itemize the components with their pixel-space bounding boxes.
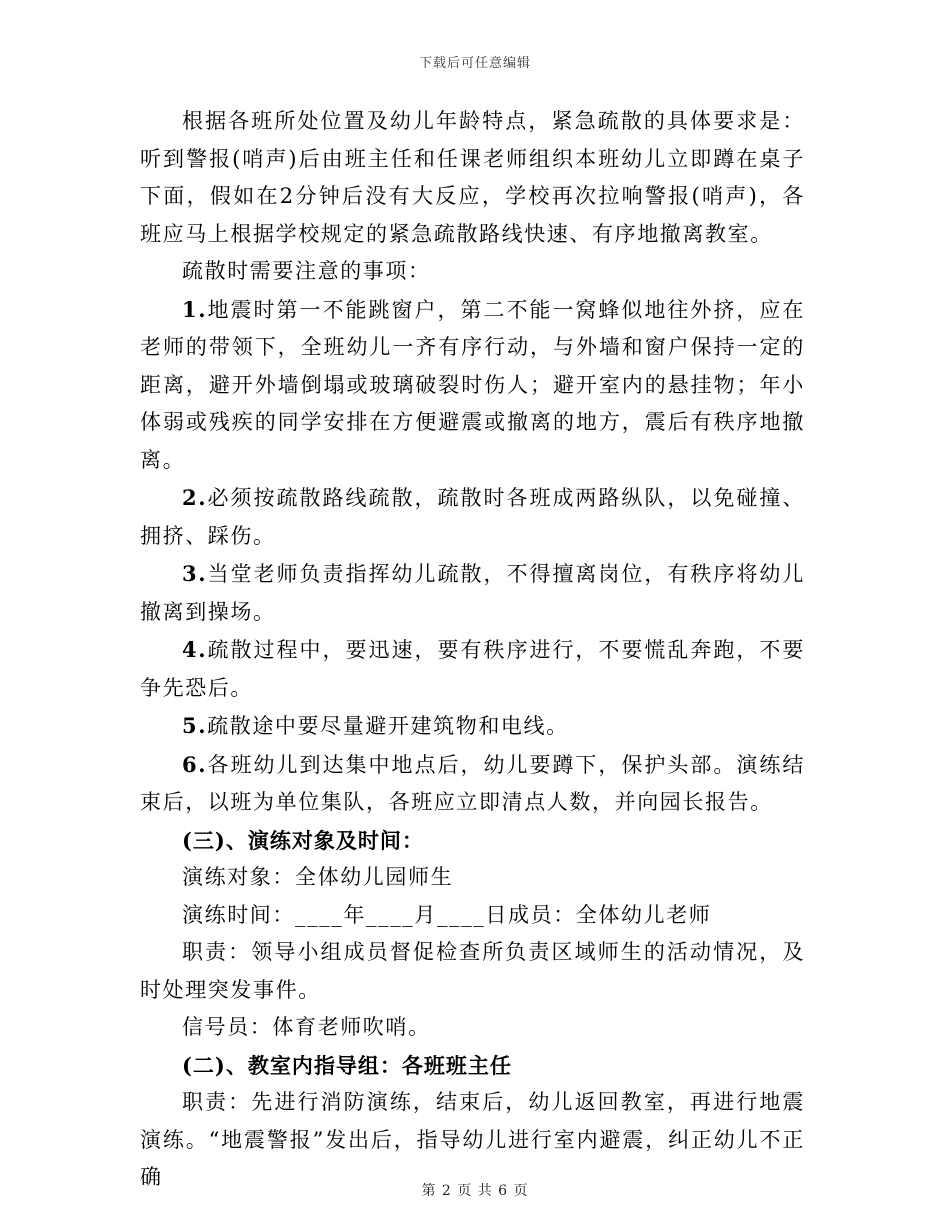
list-text: 各班幼儿到达集中地点后，幼儿要蹲下，保护头部。演练结束后，以班为单位集队，各班应立即清点人数，并向园长报告。 — [140, 752, 805, 814]
list-number: 6. — [182, 751, 208, 777]
list-text: 疏散过程中，要迅速，要有秩序进行，不要慌乱奔跑，不要争先恐后。 — [140, 638, 805, 700]
paragraph-signal-officer: 信号员：体育老师吹哨。 — [182, 1015, 431, 1039]
paragraph-notes-intro: 疏散时需要注意的事项： — [182, 259, 431, 283]
list-text: 必须按疏散路线疏散，疏散时各班成两路纵队，以免碰撞、拥挤、踩伤。 — [140, 486, 805, 548]
section-heading-classroom-guide: (二)、教室内指导组：各班班主任 — [182, 1052, 512, 1078]
page-footer: 第 2 页 共 6 页 — [421, 1183, 529, 1199]
paragraph-drill-time: 演练时间：____年____月____日成员：全体幼儿老师 — [182, 902, 712, 927]
list-number: 5. — [182, 713, 208, 738]
list-item-1 — [140, 291, 805, 480]
list-text: 地震时第一不能跳窗户，第二不能一窝蜂似地往外挤，应在老师的带领下，全班幼儿一齐有序行动，与外墙和窗户保持一定的距离，避开外墙倒塌或玻璃破裂时伤人；避开室内的悬挂物；年小体弱或残疾的同学安排在方便避震或撤离的地方，震后有秩序地撤离。 — [140, 297, 805, 472]
paragraph-classroom-duty: 职责：先进行消防演练，结束后，幼儿返回教室，再进行地震演练。“地震警报”发出后，指导幼儿进行室内避震，纠正幼儿不正确 — [140, 1090, 805, 1189]
list-item-6 — [140, 746, 805, 822]
list-item-3 — [140, 555, 805, 631]
list-text: 疏散途中要尽量避开建筑物和电线。 — [207, 714, 569, 738]
paragraph-evacuation-requirements: 根据各班所处位置及幼儿年龄特点，紧急疏散的具体要求是：听到警报(哨声)后由班主任和任课老师组织本班幼儿立即蹲在桌子下面，假如在2分钟后没有大反应，学校再次拉响警报(哨声)，各班应马上根据学校规定的紧急疏散路线快速、有序地撤离教室。 — [140, 109, 805, 246]
list-number: 2. — [182, 485, 208, 510]
paragraph-drill-target: 演练对象：全体幼儿园师生 — [182, 865, 454, 889]
list-item-2 — [140, 479, 805, 555]
section-heading-drill-target-time: (三)、演练对象及时间： — [182, 827, 424, 853]
paragraph-leader-duty: 职责：领导小组成员督促检查所负责区域师生的活动情况，及时处理突发事件。 — [140, 940, 805, 1002]
document-body — [140, 103, 805, 1197]
list-item-5 — [140, 707, 805, 746]
list-text: 当堂老师负责指挥幼儿疏散，不得擅离岗位，有秩序将幼儿撤离到操场。 — [140, 562, 805, 624]
list-number: 3. — [182, 561, 208, 586]
list-item-4 — [140, 631, 805, 707]
page-header: 下载后可任意编辑 — [418, 56, 531, 71]
list-number: 1. — [182, 296, 208, 322]
list-number: 4. — [182, 637, 208, 662]
